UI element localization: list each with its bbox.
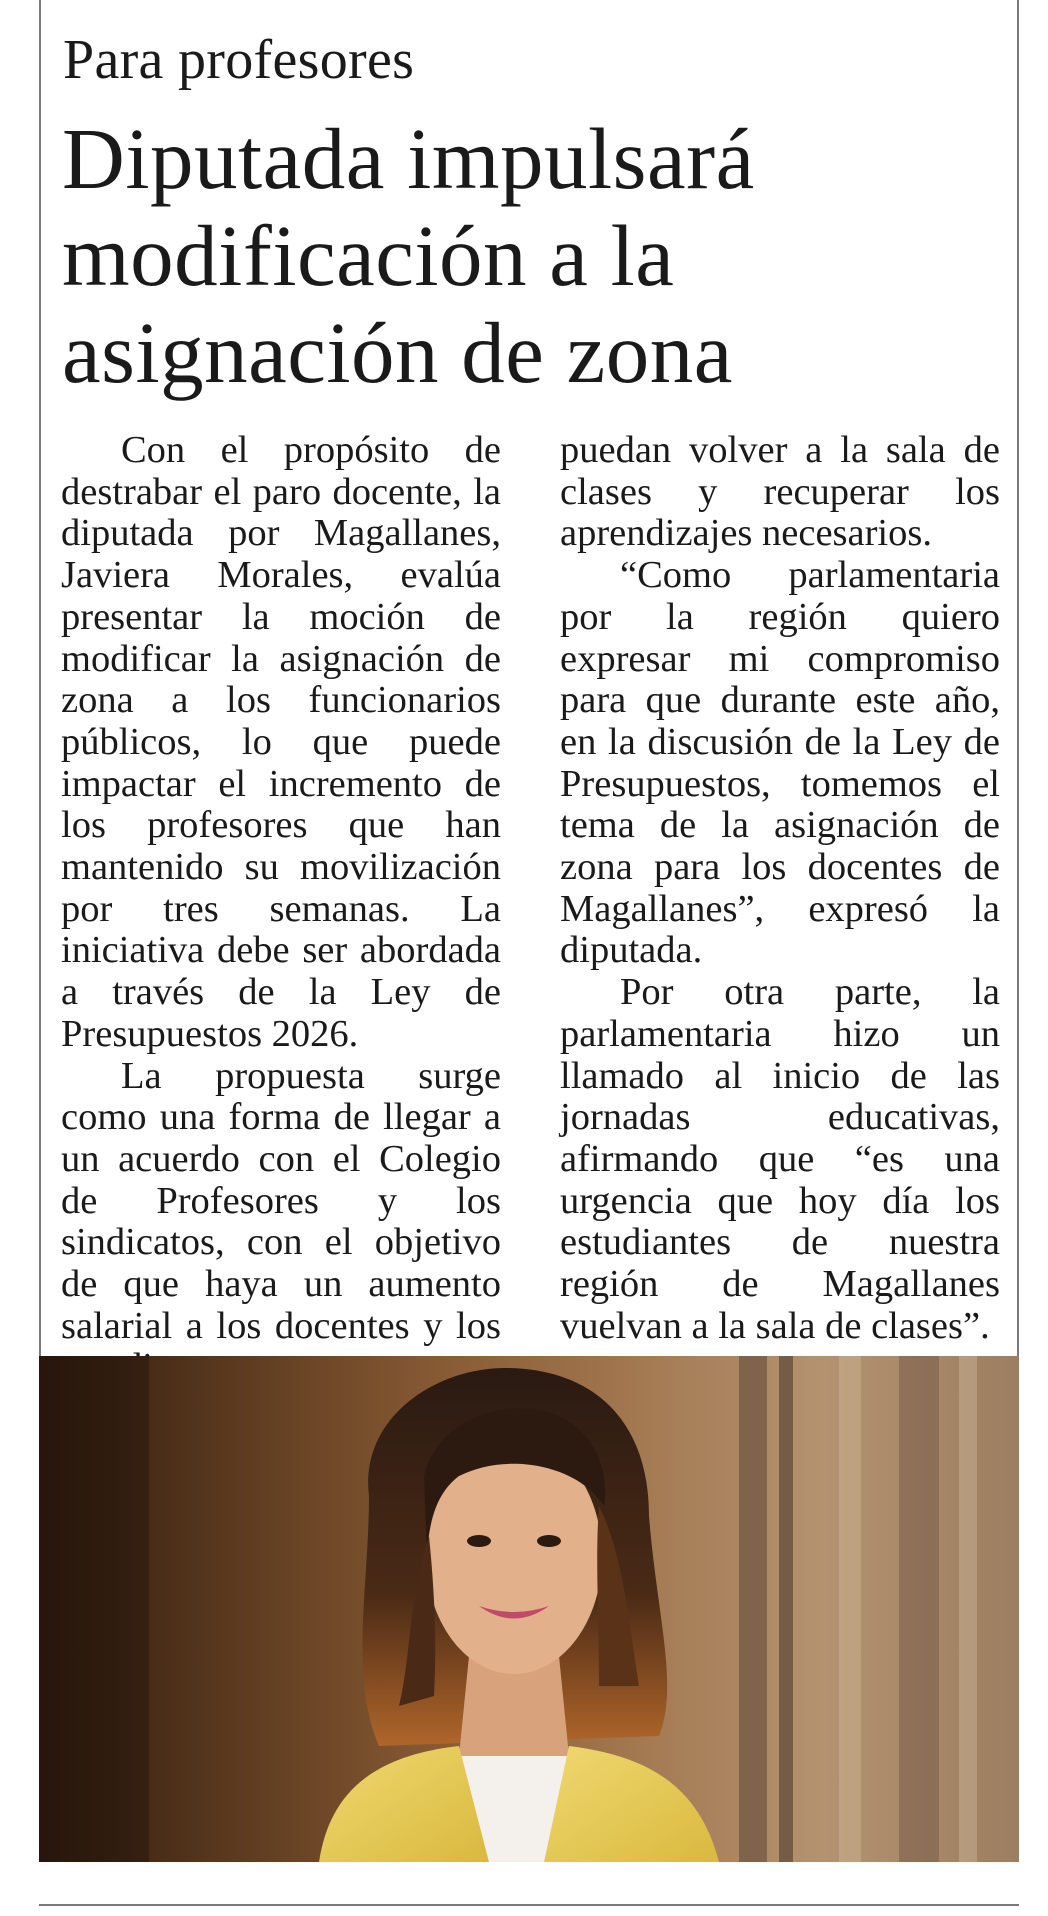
paragraph: Con el propósito de destrabar el paro docente, la diputada por Magallanes, Javiera Morales, evalúa presentar la moción de modificar la asignación de zona a los funcionarios públicos, lo que puede impactar el incremento de los profesores que han mantenido su movilización por tres semanas. La iniciativa debe ser abordada a través de la Ley de Presupuestos 2026. (61, 429, 501, 1055)
paragraph: puedan volver a la sala de clases y recuperar los aprendizajes necesarios. (560, 429, 1000, 555)
bottom-rule (39, 1904, 1019, 1906)
paragraph: La propuesta surge como una forma de llegar a un acuerdo con el Colegio de Profesores y los sindicatos, con el objetivo de que haya un aumento salarial a los docentes y los (61, 1054, 501, 1347)
article-column-left (61, 430, 501, 1389)
paragraph: Por otra parte, la parlamentaria hizo un llamado al inicio de las jornadas educativas, afirmando que “es una urgencia que hoy día los estudiantes de nuestra región de Magallanes vuelvan a la sala de clases”. (560, 971, 1000, 1347)
article-kicker: Para profesores (63, 29, 415, 91)
paragraph: “Como parlamentaria por la región quiero expresar mi compromiso para que durante este año, en la discusión de la Ley de Presupuestos, tomemos el tema de la asignación de zona para los docentes de Magallanes”, expresó la diputada. (560, 554, 1000, 972)
article-photo (39, 1356, 1019, 1862)
article-column-right (560, 430, 1000, 1347)
article-headline: Diputada impulsará modificación a la asignación de zona (62, 110, 755, 401)
